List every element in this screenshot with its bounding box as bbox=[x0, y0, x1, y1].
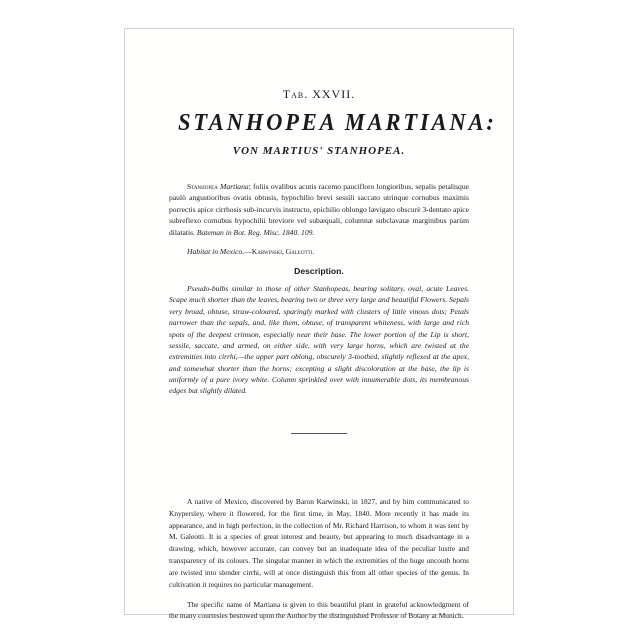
book-page bbox=[124, 28, 514, 621]
page-content bbox=[169, 29, 497, 630]
section-divider bbox=[291, 433, 347, 434]
habitat-collectors: —Karwinski, Galeotti. bbox=[244, 246, 315, 256]
description-heading: Description. bbox=[294, 265, 344, 276]
latin-species: Martiana bbox=[220, 182, 249, 191]
description-text: Pseudo-bulbs similar to those of other Stanhopeas, bearing solitary, oval, acute Leaves. Scape much shorter than the leaves, bearing two or three very large and beautiful Flowers. Sepals very broad, obtuse, straw-coloured, sparingly marked with clusters of little vinous dots; Petals narrower than the sepals, and, like them, obtuse, of transparent whiteness, with large and rich spots of the deepest crimson, especially near their base. The lower portion of the Lip is short, sessile, saccate, and armed, on either side, with very large horns, which are twisted at the extremities into cirrhi,—the upper part oblong, obscurely 3-toothed, slightly reflexed at the apex, and somewhat shorter than the horns; excepting a slight discoloration at the base, the lip is uniformly of a pure ivory white. Column sprinkled over with innumerable dots, its membranous edges but slightly dilated. bbox=[169, 283, 469, 396]
habitat-line bbox=[169, 247, 469, 256]
narrative-paragraph-1: A native of Mexico, discovered by Baron Karwinski, in 1827, and by him communicated to Knypersley, where it flowered, for the first time, in May, 1840. More recently it has made its appearance, and in high perfection, in the collection of Mr. Richard Harrison, to whom it was sent by M. Galeotti. It is a species of great interest and beauty, but appearing to much disadvantage in a drawing, which, however accurate, can convey but an inadequate idea of the peculiar lustre and transparency of its colours. The singular manner in which the extremities of the huge uncouth horns are twisted into slender cirrhi, will at once distinguish this from all other species of the genus. In cultivation it requires no particular management. bbox=[169, 496, 469, 589]
page-title: STANHOPEA MARTIANA: bbox=[178, 110, 497, 136]
plate-number: Tab. XXVII. bbox=[282, 87, 356, 101]
latin-genus: Stanhopea bbox=[187, 182, 218, 191]
latin-citation: Bateman in Bot. Reg. Misc. 1840. 109. bbox=[196, 227, 315, 237]
habitat-label: Habitat in Mexico. bbox=[187, 246, 245, 256]
narrative-paragraph-2: The specific name of Martiana is given to this beautiful plant in grateful acknowledgment of the many courtesies bestowed upon the Author by the distinguished Professor of Botany at Munich. bbox=[169, 599, 469, 621]
latin-diagnosis bbox=[169, 181, 469, 238]
latin-text: ; foliis ovalibus acutis racemo paucifloro longioribus, sepalis petalisque paulò angustioribus ovatis obtusis, hypochilio brevi sessili saccato utrinque cornubus maximis porrectis apice cirrhosis sub-incurvis instructo, epichilio oblongo lævigato obscurè 3-dentato apice subreflexo cornubus hypochilii breviore vel subæquali, columnæ subclavatæ marginibus parùm dilatatis. bbox=[169, 182, 469, 237]
page-subtitle: VON MARTIUS' STANHOPEA. bbox=[232, 145, 406, 157]
